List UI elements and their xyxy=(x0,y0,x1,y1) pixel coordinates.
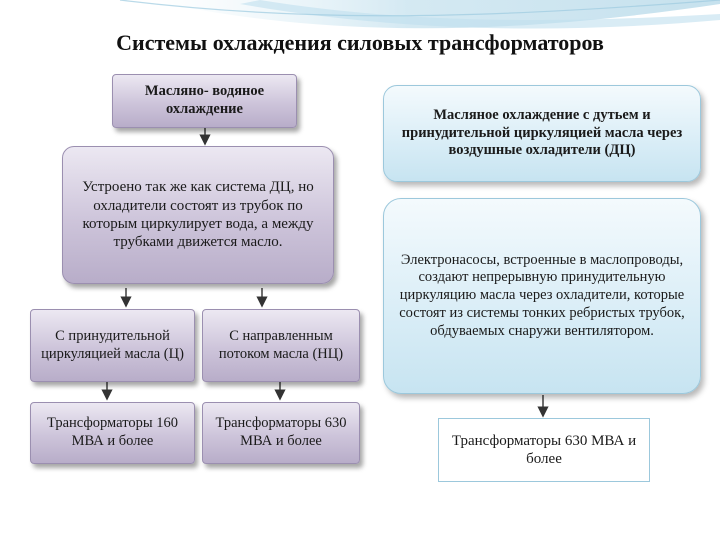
right-header-text: Масляное охлаждение с дутьем и принудительной циркуляцией масла через воздушные охладители (ДЦ) xyxy=(401,106,683,159)
page-title: Системы охлаждения силовых трансформаторов xyxy=(116,30,604,55)
left-header-text: Масляно- водяное охлаждение xyxy=(144,83,265,117)
left-header-box xyxy=(112,74,297,128)
left-description-text: Устроено так же как система ДЦ, но охладители состоят из трубок по которым циркулирует вода, а между трубками движется масло. xyxy=(82,179,314,251)
right-description-text: Электронасосы, встроенные в маслопроводы, создают непрерывную принудительную циркуляцию масла через охладители, которые состоят из системы тонких ребристых трубок, обдуваемых снаружи вентилятором. xyxy=(399,251,685,339)
right-header-box xyxy=(383,85,701,182)
right-application-text: Трансформаторы 630 МВА и более xyxy=(451,432,637,467)
branch-b-application-text: Трансформаторы 630 МВА и более xyxy=(215,415,347,449)
right-description-box xyxy=(383,198,701,394)
branch-b-label-text: С направленным потоком масла (НЦ) xyxy=(218,327,344,362)
branch-a-application-text: Трансформаторы 160 МВА и более xyxy=(47,415,178,449)
branch-a-application-box xyxy=(30,402,195,464)
right-application-box xyxy=(438,418,650,482)
branch-a-label-box xyxy=(30,309,195,382)
branch-a-label-text: С принудительной циркуляцией масла (Ц) xyxy=(41,327,184,362)
branch-b-application-box xyxy=(202,402,360,464)
left-description-box xyxy=(62,146,334,284)
branch-b-label-box xyxy=(202,309,360,382)
